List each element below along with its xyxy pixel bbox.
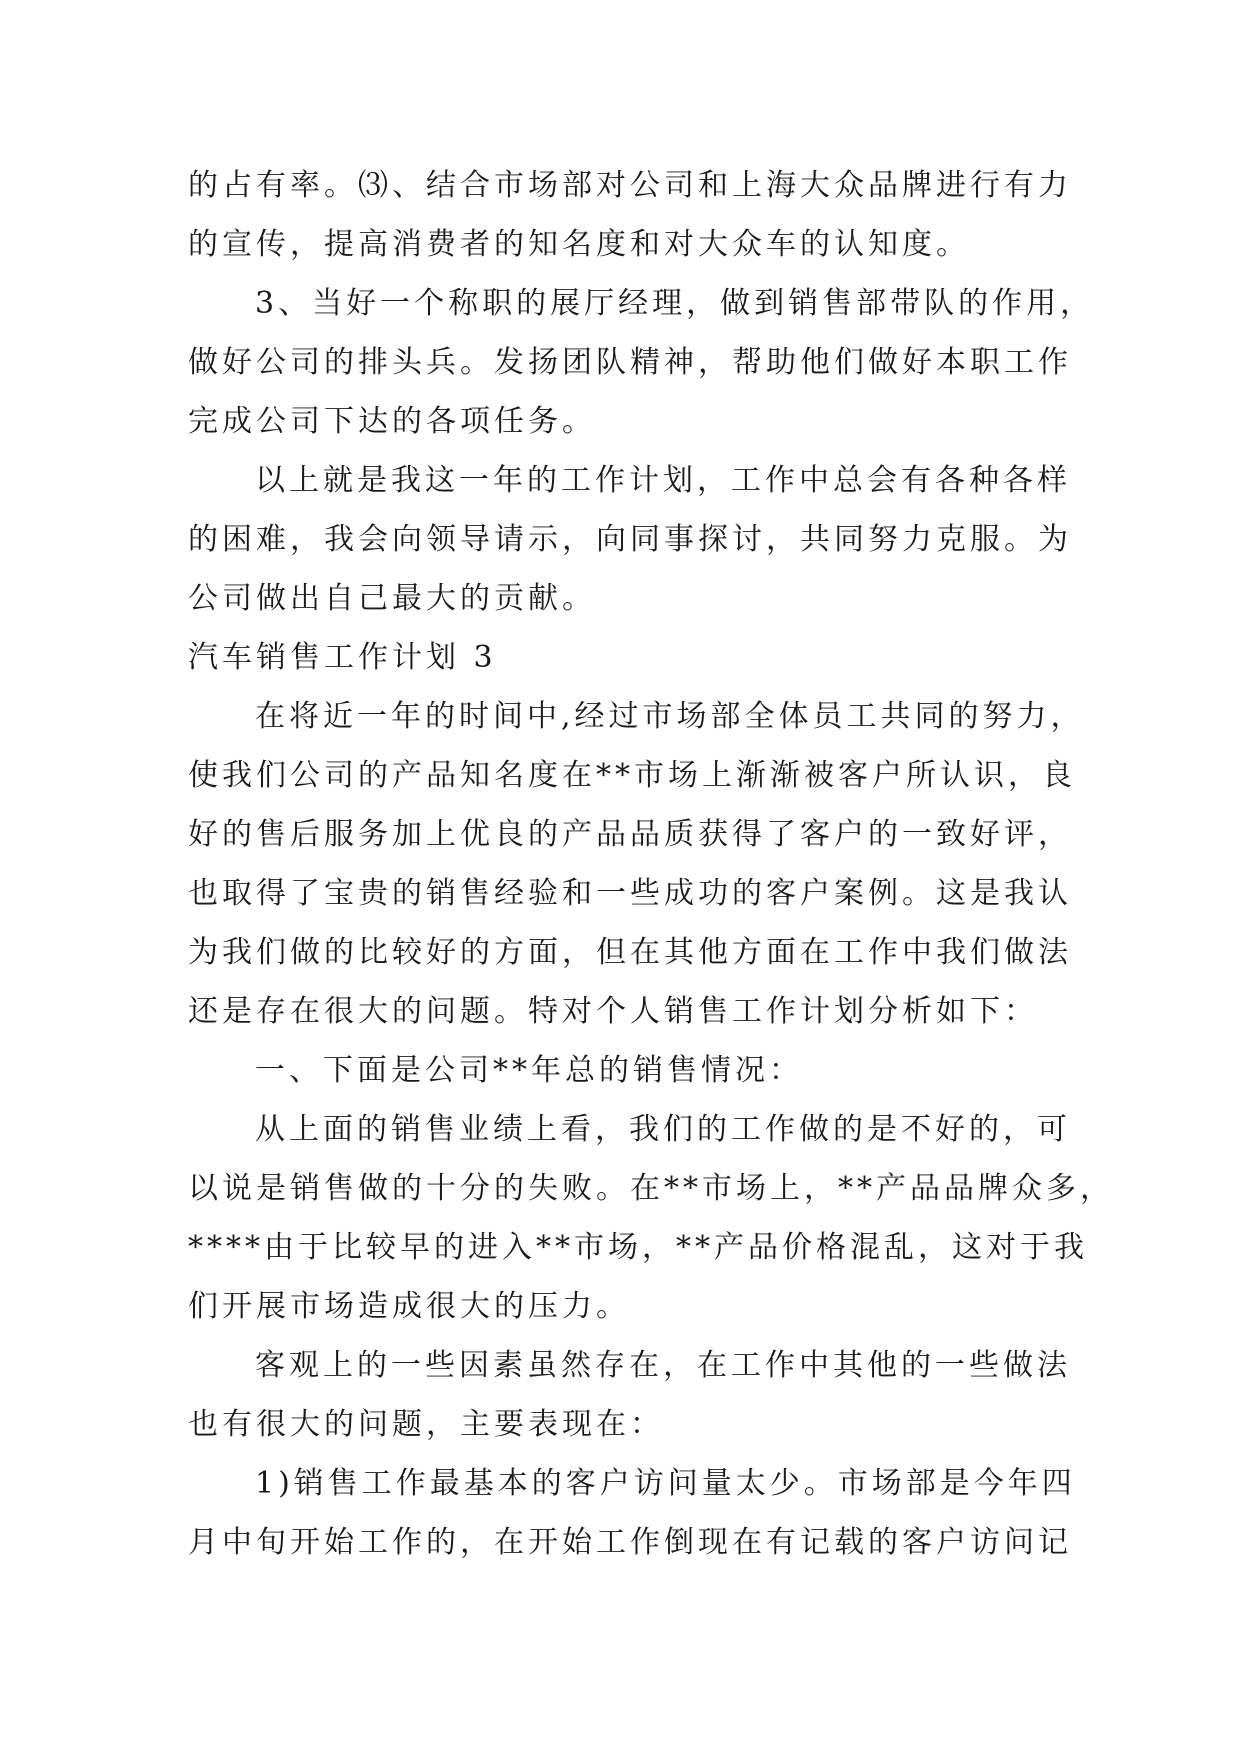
text-line: 们开展市场造成很大的压力。	[188, 1289, 630, 1324]
text-line: 为我们做的比较好的方面，但在其他方面在工作中我们做法	[188, 935, 1072, 970]
text-line: 还是存在很大的问题。特对个人销售工作计划分析如下：	[188, 994, 1038, 1029]
text-line: 以说是销售做的十分的失败。在**市场上，**产品品牌众多，	[188, 1171, 1114, 1206]
text-line: 的宣传，提高消费者的知名度和对大众车的认知度。	[188, 227, 970, 262]
document-body	[188, 156, 1114, 1572]
text-line: ****由于比较早的进入**市场，**产品价格混乱，这对于我	[188, 1230, 1088, 1265]
text-line: 从上面的销售业绩上看，我们的工作做的是不好的，可	[255, 1112, 1071, 1147]
text-line: 完成公司下达的各项任务。	[188, 404, 596, 439]
text-line: 使我们公司的产品知名度在**市场上渐渐被客户所认识，良	[188, 758, 1076, 793]
text-line: 做好公司的排头兵。发扬团队精神，帮助他们做好本职工作	[188, 345, 1072, 380]
text-line: 也取得了宝贵的销售经验和一些成功的客户案例。这是我认	[188, 876, 1072, 911]
text-line: 好的售后服务加上优良的产品品质获得了客户的一致好评，	[188, 817, 1072, 852]
text-line: 也有很大的问题，主要表现在：	[188, 1407, 664, 1442]
text-line: 以上就是我这一年的工作计划，工作中总会有各种各样	[255, 463, 1071, 498]
text-line: 在将近一年的时间中,经过市场部全体员工共同的努力，	[255, 699, 1085, 734]
text-line: 一、下面是公司**年总的销售情况：	[255, 1053, 803, 1088]
text-line: 客观上的一些因素虽然存在，在工作中其他的一些做法	[255, 1348, 1071, 1383]
text-line: 3、当好一个称职的展厅经理，做到销售部带队的作用，	[255, 286, 1095, 321]
text-line: 公司做出自己最大的贡献。	[188, 581, 596, 616]
text-line: 的占有率。⑶、结合市场部对公司和上海大众品牌进行有力	[188, 168, 1072, 203]
text-line: 1)销售工作最基本的客户访问量太少。市场部是今年四	[255, 1466, 1076, 1501]
text-line: 的困难，我会向领导请示，向同事探讨，共同努力克服。为	[188, 522, 1072, 557]
section-heading: 汽车销售工作计划 3	[188, 640, 497, 675]
text-line: 月中旬开始工作的，在开始工作倒现在有记载的客户访问记	[188, 1525, 1072, 1560]
